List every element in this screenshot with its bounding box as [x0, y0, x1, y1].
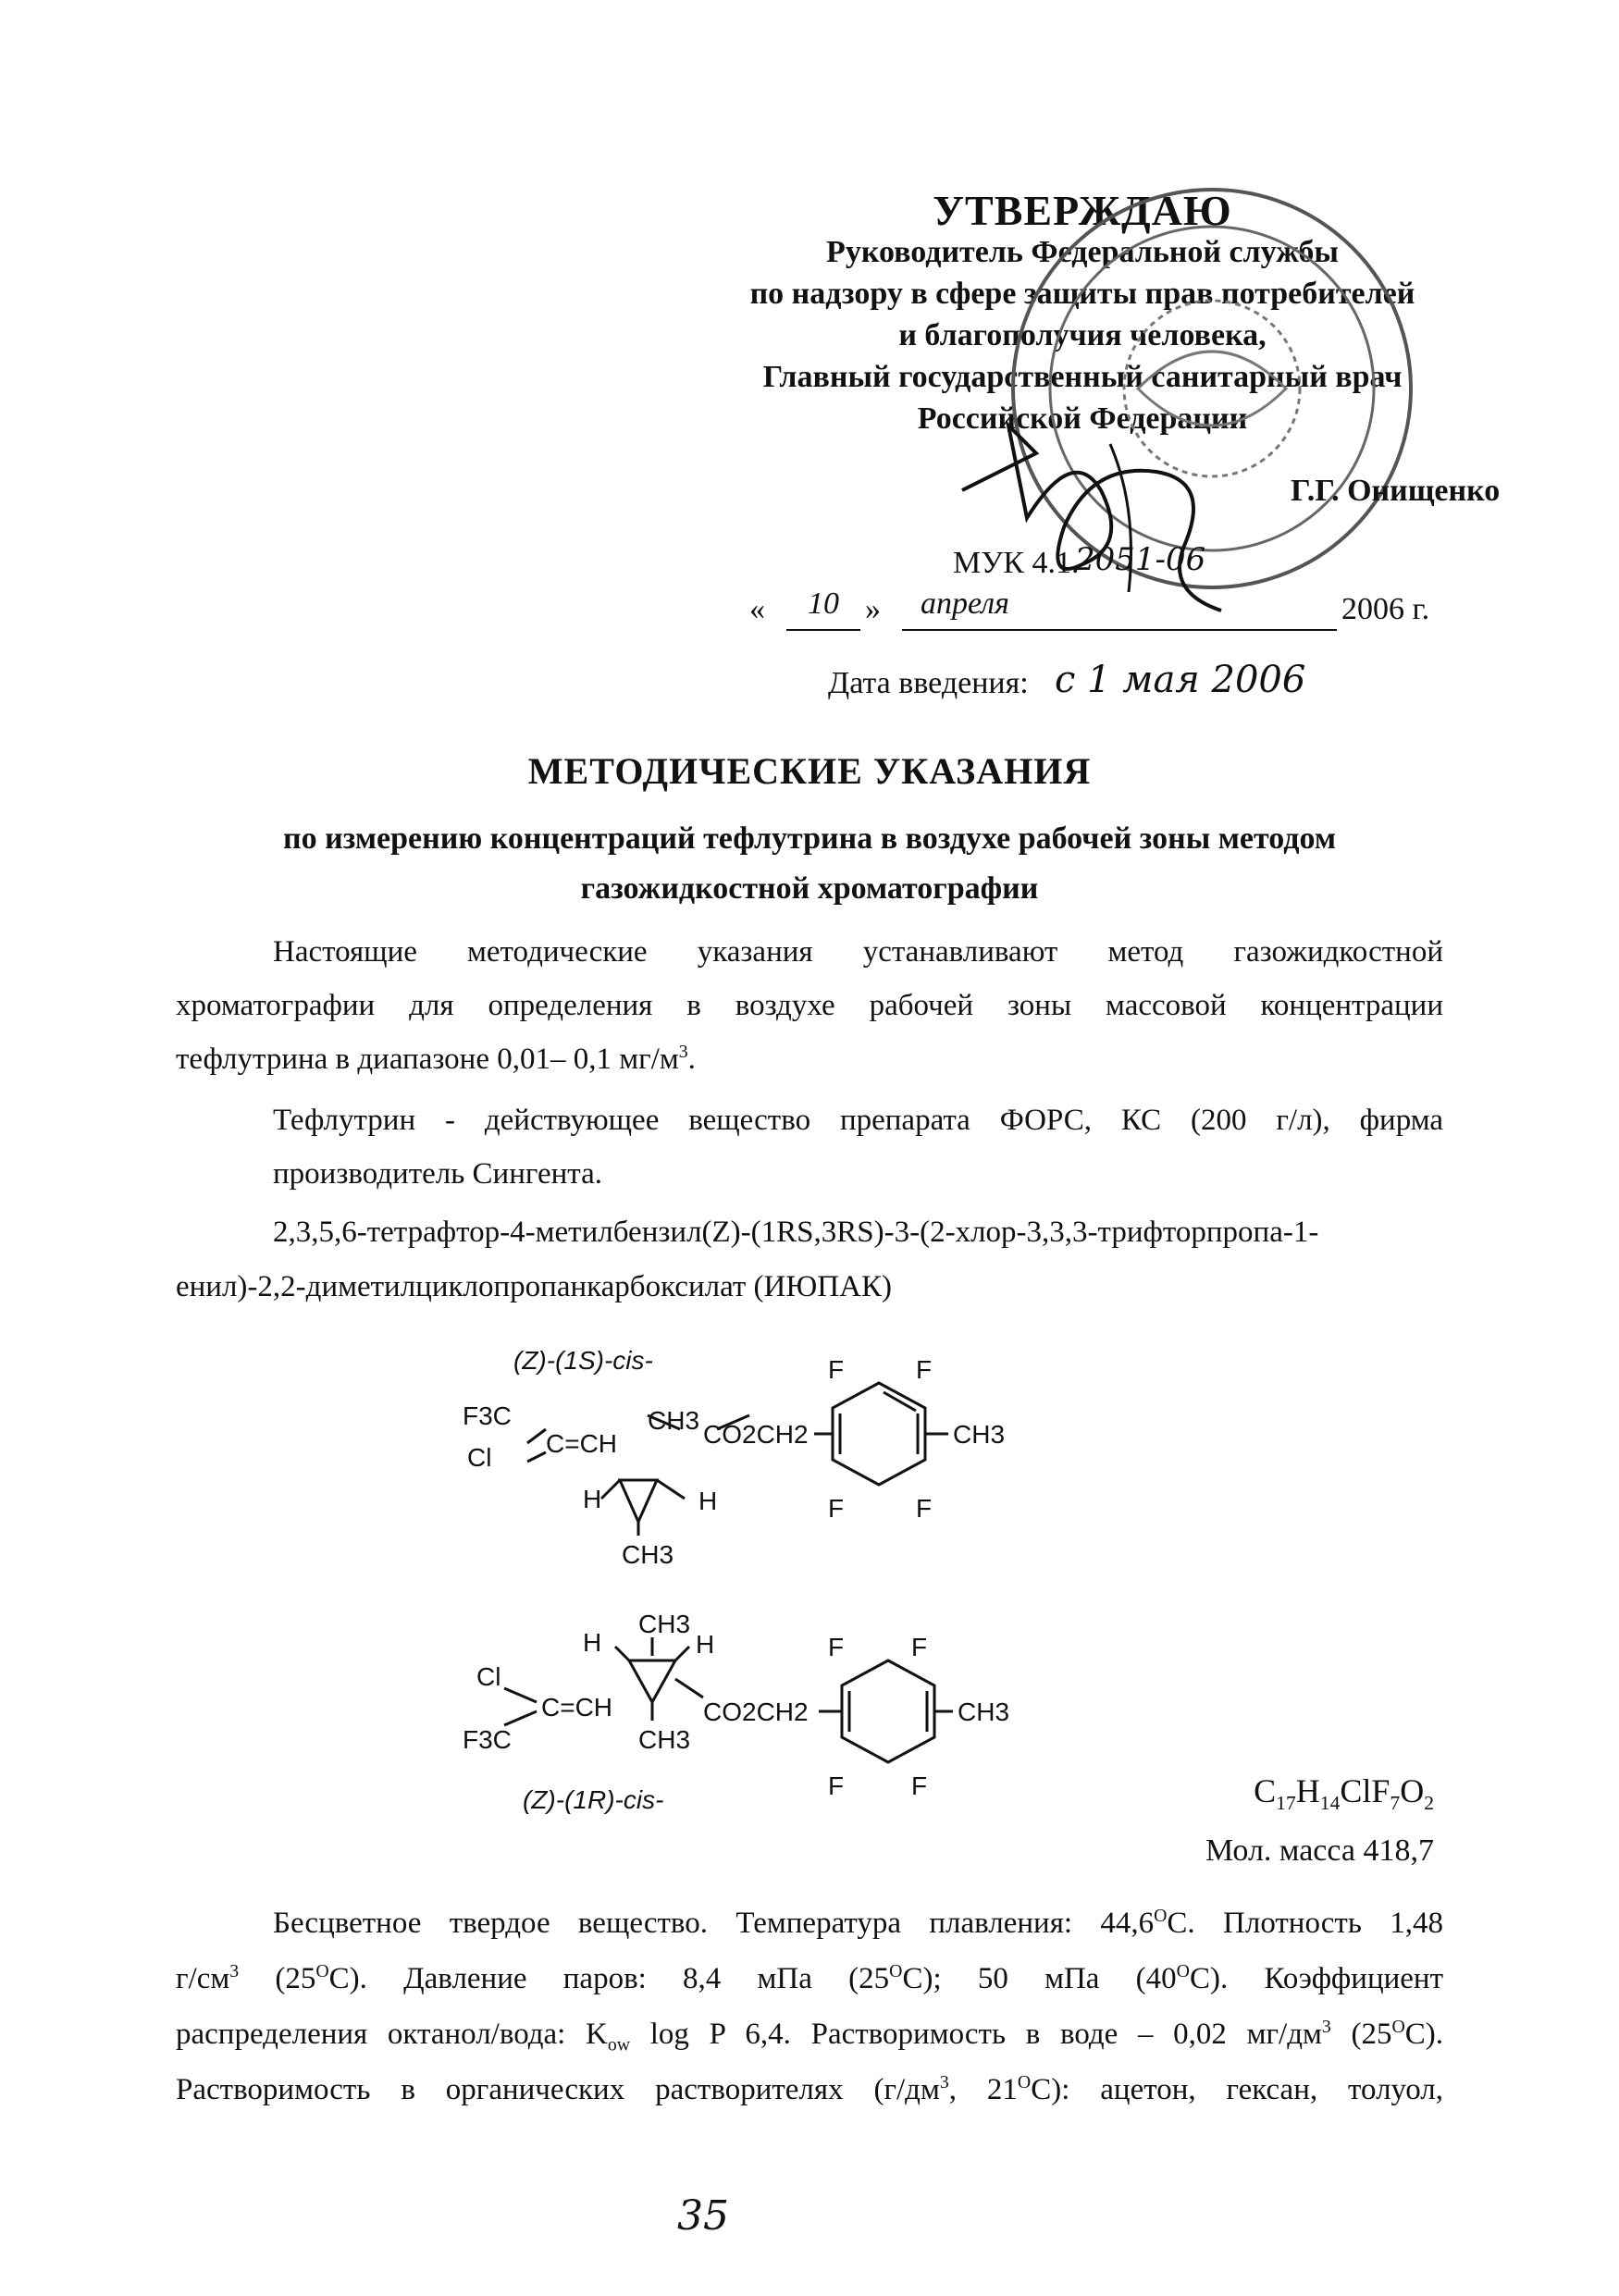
atom-f: F	[916, 1494, 933, 1523]
atom-co2ch2: CO2CH2	[703, 1697, 809, 1726]
superscript: 3	[1321, 2017, 1331, 2037]
text-span: тефлутрина в диапазоне 0,01– 0,1 мг/м	[176, 1043, 679, 1076]
subscript: ow	[607, 2034, 631, 2055]
paragraph-line: производитель Сингента.	[273, 1157, 603, 1191]
degree-sup: О	[1176, 1961, 1190, 1981]
formula-sub: 17	[1276, 1792, 1296, 1815]
text-span: (25	[239, 1962, 316, 1995]
formula-sub: 7	[1390, 1792, 1401, 1815]
atom-f3c: F3C	[463, 1725, 512, 1754]
text-span: Коэффициент	[1264, 1962, 1443, 1995]
paragraph-line: Тефлутрин - действующее вещество препарата ФОРС, КС (200 г/л), фирма	[273, 1104, 1443, 1137]
atom-h: H	[696, 1630, 715, 1659]
iupac-name-line: 2,3,5,6-тетрафтор-4-метилбензил(Z)-(1RS,3RS)-3-(2-хлор-3,3,3-трифторпропа-1-	[273, 1216, 1319, 1249]
signatory-name: Г.Г. Онищенко	[1291, 474, 1501, 508]
properties-line	[176, 2063, 1443, 2117]
atom-c-eq-ch: C=CH	[546, 1429, 618, 1458]
superscript: 3	[678, 1042, 688, 1062]
date-year: 2006 г.	[1341, 592, 1430, 626]
text-span: Бесцветное твердое вещество. Температура плавления: 44,6	[273, 1907, 1155, 1940]
approval-line: и благополучия человека,	[898, 318, 1267, 352]
isomer-1-atoms	[463, 1346, 1005, 1569]
properties-line	[176, 2007, 1443, 2061]
text-span: Растворимость в органических растворителях (г/дм	[176, 2073, 940, 2106]
formula-sub: 2	[1424, 1792, 1434, 1815]
molecular-mass: Мол. масса 418,7	[1205, 1833, 1434, 1868]
atom-ch3: CH3	[958, 1697, 1010, 1726]
text-span: Растворимость в воде – 0,02 мг/дм	[810, 2018, 1322, 2051]
atom-f: F	[911, 1633, 928, 1661]
document-title: МЕТОДИЧЕСКИЕ УКАЗАНИЯ	[527, 750, 1092, 792]
text-span: (25	[1330, 2018, 1392, 2051]
isomer-1-label: (Z)-(1S)-cis-	[513, 1346, 653, 1375]
properties-line	[176, 1952, 1443, 2006]
atom-f: F	[911, 1771, 928, 1800]
iupac-name-line: енил)-2,2-диметилциклопропанкарбоксилат (ИЮПАК)	[176, 1270, 892, 1303]
approval-line: Российской Федерации	[917, 401, 1248, 436]
superscript: 3	[229, 1961, 240, 1981]
text-span: С). Давление паров: 8,4 мПа (25	[328, 1962, 890, 1995]
superscript: 3	[939, 2072, 949, 2092]
atom-h: H	[698, 1487, 718, 1515]
text-span: С): ацетон, гексан, толуол,	[1031, 2073, 1443, 2106]
text-span: С).	[1189, 1962, 1229, 1995]
atom-f: F	[828, 1633, 845, 1661]
text-span: г/см	[176, 1962, 230, 1995]
degree-sup: О	[1017, 2072, 1032, 2092]
date-month-text: апреля	[921, 586, 1009, 621]
muk-label: МУК 4.1.	[953, 546, 1080, 580]
properties-line	[176, 1896, 1443, 1950]
approval-line: по надзору в сфере защиты прав потребителей	[749, 277, 1415, 311]
text-span: , 21	[948, 2073, 1018, 2106]
text-span: log P 6,4.	[630, 2018, 791, 2051]
paragraph-line: Настоящие методические указания устанавливают метод газожидкостной	[273, 935, 1443, 969]
atom-h: H	[583, 1628, 602, 1657]
formula-part: ClF	[1340, 1772, 1390, 1809]
atom-ch3: CH3	[622, 1540, 674, 1569]
document-subtitle-line1: по измерению концентраций тефлутрина в воздухе рабочей зоны методом	[283, 821, 1336, 856]
degree-sup: О	[1154, 1906, 1168, 1926]
formula-part: C	[1254, 1772, 1277, 1809]
text-span: .	[687, 1043, 696, 1076]
atom-cl: Cl	[467, 1443, 492, 1472]
text-span: распределения октанол/вода: K	[176, 2018, 608, 2051]
atom-ch3: CH3	[638, 1610, 691, 1638]
degree-sup: О	[889, 1961, 903, 1981]
text-span: С); 50 мПа (40	[902, 1962, 1177, 1995]
atom-f: F	[828, 1355, 845, 1384]
degree-sup: О	[1391, 2017, 1405, 2037]
atom-f: F	[828, 1771, 845, 1800]
isomer-2-label: (Z)-(1R)-cis-	[523, 1785, 664, 1814]
atom-h: H	[583, 1485, 602, 1513]
text-span: С. Плотность 1,48	[1167, 1907, 1443, 1940]
approval-line: Главный государственный санитарный врач	[762, 360, 1403, 394]
intro-date-label: Дата введения:	[828, 666, 1029, 700]
text-span: С).	[1404, 2018, 1444, 2051]
atom-ch3: CH3	[953, 1420, 1006, 1449]
atom-ch3: CH3	[648, 1406, 700, 1435]
intro-date-value: с 1 мая 2006	[1055, 659, 1306, 701]
atom-f: F	[916, 1355, 933, 1384]
atom-c-eq-ch: C=CH	[541, 1693, 613, 1722]
quote-close: »	[865, 592, 881, 626]
date-day: 10	[786, 586, 860, 631]
approval-heading: УТВЕРЖДАЮ	[933, 187, 1232, 234]
document-subtitle-line2: газожидкостной хроматографии	[580, 871, 1039, 906]
page-number: 35	[677, 2192, 729, 2240]
degree-sup: О	[315, 1961, 329, 1981]
atom-f3c: F3C	[463, 1401, 512, 1430]
approval-line: Руководитель Федеральной службы	[826, 235, 1339, 269]
atom-f: F	[828, 1494, 845, 1523]
muk-number-handwritten: 2051-06	[1075, 541, 1206, 578]
paragraph-line: хроматографии для определения в воздухе рабочей зоны массовой концентрации	[176, 989, 1443, 1022]
formula-part: O	[1400, 1772, 1425, 1809]
quote-open: «	[749, 592, 765, 626]
atom-cl: Cl	[476, 1662, 501, 1691]
formula-part: H	[1295, 1772, 1320, 1809]
formula-sub: 14	[1319, 1792, 1341, 1815]
atom-ch3: CH3	[638, 1725, 691, 1754]
molecular-formula	[1203, 1771, 1434, 1815]
atom-co2ch2: CO2CH2	[703, 1420, 809, 1449]
